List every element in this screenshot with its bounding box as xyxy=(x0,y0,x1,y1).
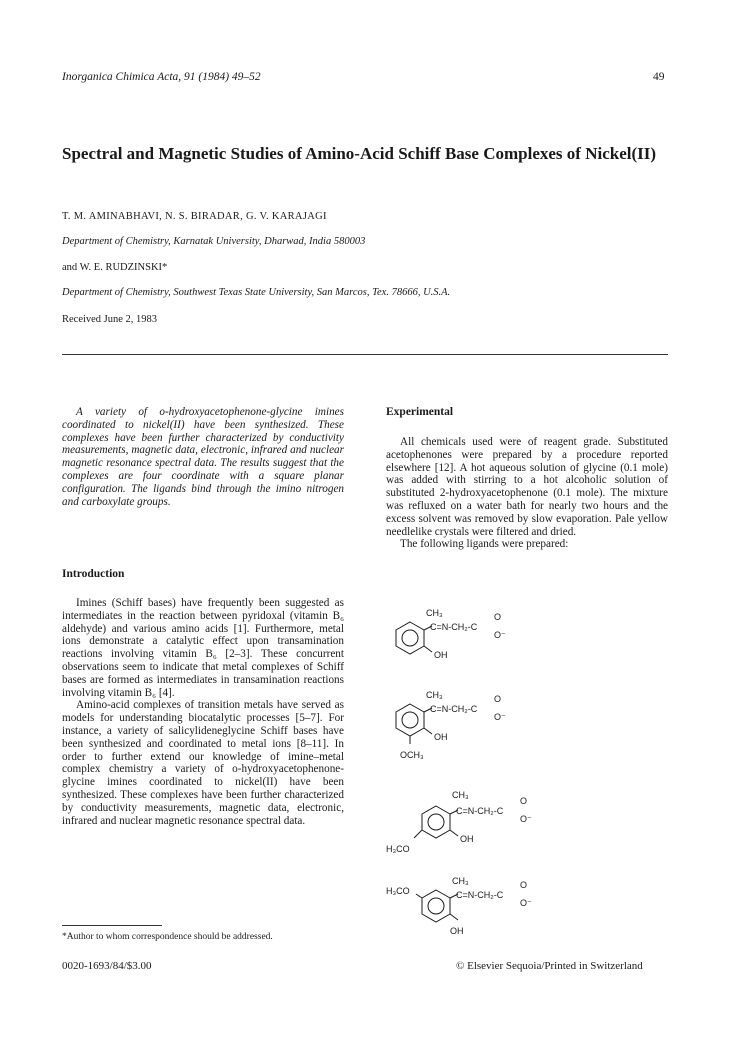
svg-text:O⁻: O⁻ xyxy=(520,814,532,824)
svg-text:OH: OH xyxy=(460,834,474,844)
svg-text:O: O xyxy=(520,796,528,806)
svg-text:O: O xyxy=(520,880,528,890)
svg-text:OH: OH xyxy=(450,926,464,936)
svg-text:O⁻: O⁻ xyxy=(494,630,506,640)
exp-paragraph-1: All chemicals used were of reagent grade. Substituted acetophenones were prepared by a procedure reported elsewhere [12]. A hot aqueous solution of glycine (0.1 mole) was added with stirring to a hot alcoholic solution of substituted 2-hydroxyacetophenone (0.1 mole). The mixture was refluxed on a water bath for nearly two hours and the excess solvent was removed by slow evaporation. Pale yellow needlelike crystals were filtered and dried. xyxy=(386,436,668,538)
intro-paragraph-1: Imines (Schiff bases) have frequently been suggested as intermediates in the reaction between pyridoxal (vitamin B₆ aldehyde) and various amino acids [1]. Furthermore, metal ions demonstrate a catalytic effect upon transamination reactions involving vitamin B₆ [2–3]. These concurrent observations seem to indicate that metal complexes of Schiff bases are formed as intermediates in transamination reactions involving vitamin B₆ [4]. xyxy=(62,597,344,699)
journal-citation: Inorganica Chimica Acta, 91 (1984) 49–52 xyxy=(62,71,261,83)
exp-paragraph-2: The following ligands were prepared: xyxy=(400,538,569,551)
received-date: Received June 2, 1983 xyxy=(62,314,158,325)
footnote-divider xyxy=(62,925,162,926)
ligand-structure-3 xyxy=(386,786,606,858)
ligand-structure-4 xyxy=(386,876,606,940)
svg-text:CH₃: CH₃ xyxy=(452,790,469,800)
svg-text:OCH₃: OCH₃ xyxy=(400,750,424,760)
page-number: 49 xyxy=(653,71,665,83)
experimental-heading: Experimental xyxy=(386,406,454,418)
article-title: Spectral and Magnetic Studies of Amino-Acid Schiff Base Complexes of Nickel(II) xyxy=(62,144,657,163)
svg-text:CH₃: CH₃ xyxy=(452,876,469,886)
issn-code: 0020-1693/84/$3.00 xyxy=(62,960,152,972)
footnote: *Author to whom correspondence should be addressed. xyxy=(62,932,273,942)
svg-text:O⁻: O⁻ xyxy=(520,898,532,908)
copyright-notice: © Elsevier Sequoia/Printed in Switzerland xyxy=(456,960,643,972)
ligand-structure-1 xyxy=(386,606,586,666)
abstract: A variety of o-hydroxyacetophenone-glycine imines coordinated to nickel(II) have been synthesized. These complexes have been further characterized by conductivity measurements, magnetic data, electronic, infrared and nuclear magnetic resonance spectral data. The results suggest that the complexes are four coordinate with a square planar configuration. The ligands bind through the imino nitrogen and carboxylate groups. xyxy=(62,406,344,508)
svg-text:O: O xyxy=(494,694,502,704)
svg-text:C=N-CH₂-C: C=N-CH₂-C xyxy=(430,622,478,632)
authors-secondary: and W. E. RUDZINSKI* xyxy=(62,262,168,273)
svg-text:C=N-CH₂-C: C=N-CH₂-C xyxy=(456,806,504,816)
svg-text:C=N-CH₂-C: C=N-CH₂-C xyxy=(456,890,504,900)
introduction-heading: Introduction xyxy=(62,568,125,580)
affiliation-primary: Department of Chemistry, Karnatak University, Dharwad, India 580003 xyxy=(62,236,366,247)
svg-text:H₃CO: H₃CO xyxy=(386,886,410,896)
affiliation-secondary: Department of Chemistry, Southwest Texas State University, San Marcos, Tex. 78666, U.S.A. xyxy=(62,287,451,298)
experimental-body xyxy=(386,436,668,551)
authors-primary: T. M. AMINABHAVI, N. S. BIRADAR, G. V. KARAJAGI xyxy=(62,211,327,222)
svg-text:OH: OH xyxy=(434,650,448,660)
header-divider xyxy=(62,354,668,355)
svg-text:C=N-CH₂-C: C=N-CH₂-C xyxy=(430,704,478,714)
introduction-body xyxy=(62,597,344,827)
svg-text:O: O xyxy=(494,612,502,622)
svg-text:O⁻: O⁻ xyxy=(494,712,506,722)
svg-text:H₃CO: H₃CO xyxy=(386,844,410,854)
svg-text:CH₃: CH₃ xyxy=(426,608,443,618)
ligand-structure-2 xyxy=(386,688,586,766)
intro-paragraph-2: Amino-acid complexes of transition metals have served as models for understanding biocatalytic processes [5–7]. For instance, a variety of salicylideneglycine Schiff bases have been synthesized and coordinated to metal ions [8–11]. In order to further extend our knowledge of imine–metal complex chemistry a variety of o-hydroxyacetophenone-glycine imines coordinated to nickel(II) have been synthesized. These complexes have been further characterized by conductivity measurements, magnetic data, electronic, infrared and nuclear magnetic resonance spectral data. xyxy=(62,699,344,827)
svg-text:OH: OH xyxy=(434,732,448,742)
svg-text:CH₃: CH₃ xyxy=(426,690,443,700)
